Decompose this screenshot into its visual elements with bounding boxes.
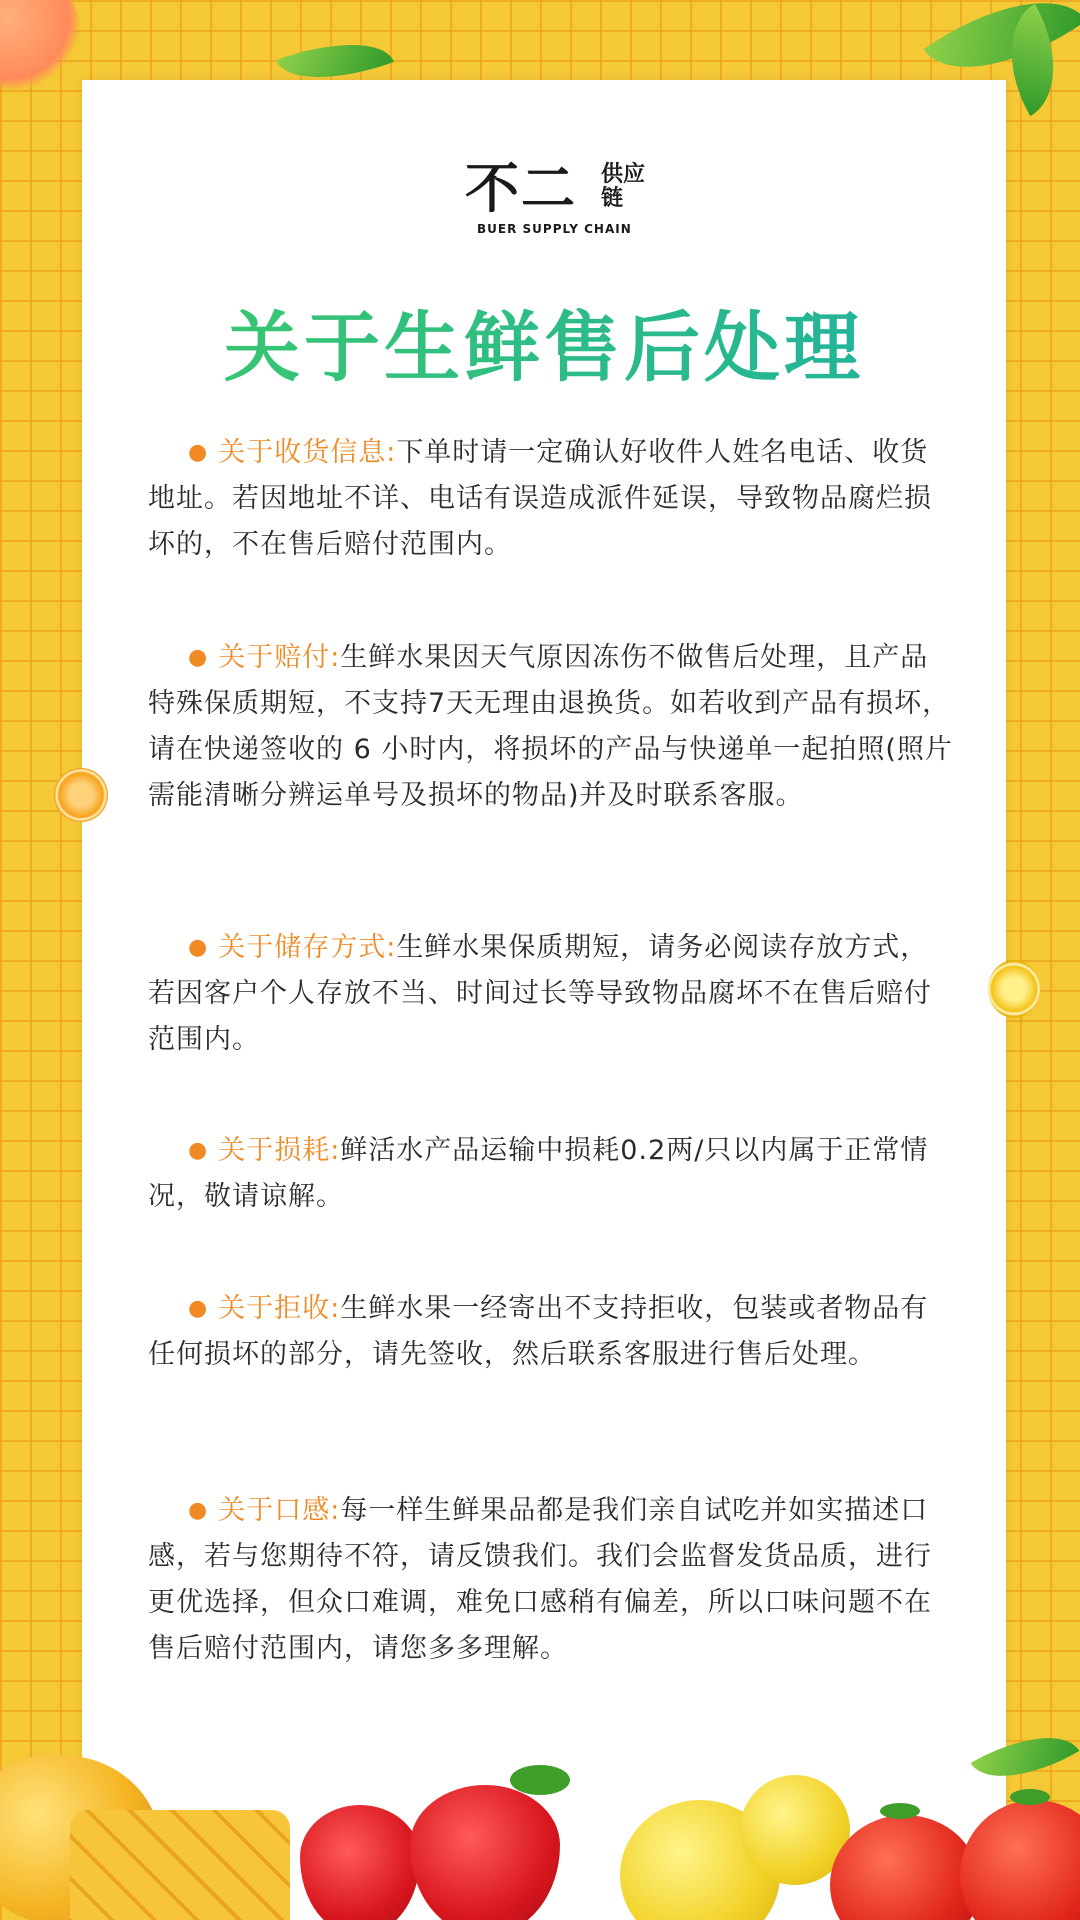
section-label: 关于收货信息:	[218, 437, 397, 468]
section-label: 关于拒收:	[218, 1293, 341, 1324]
section-label: 关于口感:	[218, 1495, 341, 1526]
strawberry-leaf-icon	[510, 1765, 570, 1795]
bullet-icon: ●	[188, 1138, 209, 1163]
section-taste	[148, 1488, 954, 1672]
section-rejection	[148, 1286, 954, 1378]
section-label: 关于储存方式:	[218, 932, 397, 963]
section-receiving-info	[148, 430, 954, 568]
logo-mark: 不二	[465, 156, 577, 220]
bullet-icon: ●	[188, 645, 209, 670]
page-title: 关于生鲜售后处理	[82, 300, 1006, 396]
section-label: 关于赔付:	[218, 642, 341, 673]
logo-side-text: 供应链	[601, 161, 646, 211]
orange-slice-icon	[54, 768, 108, 822]
peach-decoration	[0, 0, 80, 90]
section-text: 鲜活水产品运输中损耗0.2两/只以内属于正常情况，敬请谅解。	[148, 1135, 929, 1212]
section-compensation	[148, 635, 954, 819]
section-text: 生鲜水果保质期短，请务必阅读存放方式，若因客户个人存放不当、时间过长等导致物品腐坏不在售后赔付范围内。	[148, 932, 932, 1055]
section-label: 关于损耗:	[218, 1135, 341, 1166]
section-loss	[148, 1128, 954, 1220]
fruit-border	[0, 1745, 1080, 1920]
brand-logo	[465, 158, 665, 240]
logo-subtitle: BUER SUPPLY CHAIN	[477, 222, 632, 236]
lemon-slice-icon	[988, 960, 1040, 1018]
tomato-stem-icon	[880, 1803, 920, 1819]
section-text: 生鲜水果因天气原因冻伤不做售后处理，且产品特殊保质期短，不支持7天无理由退换货。如若收到产品有损坏，请在快递签收的 6 小时内，将损坏的产品与快递单一起拍照(照片需能清晰分辨运单号及损坏的物品)并及时联系客服。	[148, 642, 953, 811]
section-text: 每一样生鲜果品都是我们亲自试吃并如实描述口感，若与您期待不符，请反馈我们。我们会监督发货品质，进行更优选择，但众口难调，难免口感稍有偏差，所以口味问题不在售后赔付范围内，请您多多理解。	[148, 1495, 932, 1664]
bullet-icon: ●	[188, 935, 209, 960]
strawberry-icon	[410, 1785, 560, 1920]
section-text: 生鲜水果一经寄出不支持拒收，包装或者物品有任何损坏的部分，请先签收，然后联系客服进行售后处理。	[148, 1293, 929, 1370]
strawberry-icon	[300, 1805, 420, 1920]
section-storage	[148, 925, 954, 1063]
tomato-icon	[830, 1815, 980, 1920]
tomato-stem-icon	[1010, 1789, 1050, 1805]
tomato-icon	[960, 1800, 1080, 1920]
bullet-icon: ●	[188, 1498, 209, 1523]
mango-cubes-icon	[70, 1810, 290, 1920]
bullet-icon: ●	[188, 440, 209, 465]
section-text: 下单时请一定确认好收件人姓名电话、收货地址。若因地址不详、电话有误造成派件延误，导致物品腐烂损坏的，不在售后赔付范围内。	[148, 437, 932, 560]
bullet-icon: ●	[188, 1296, 209, 1321]
